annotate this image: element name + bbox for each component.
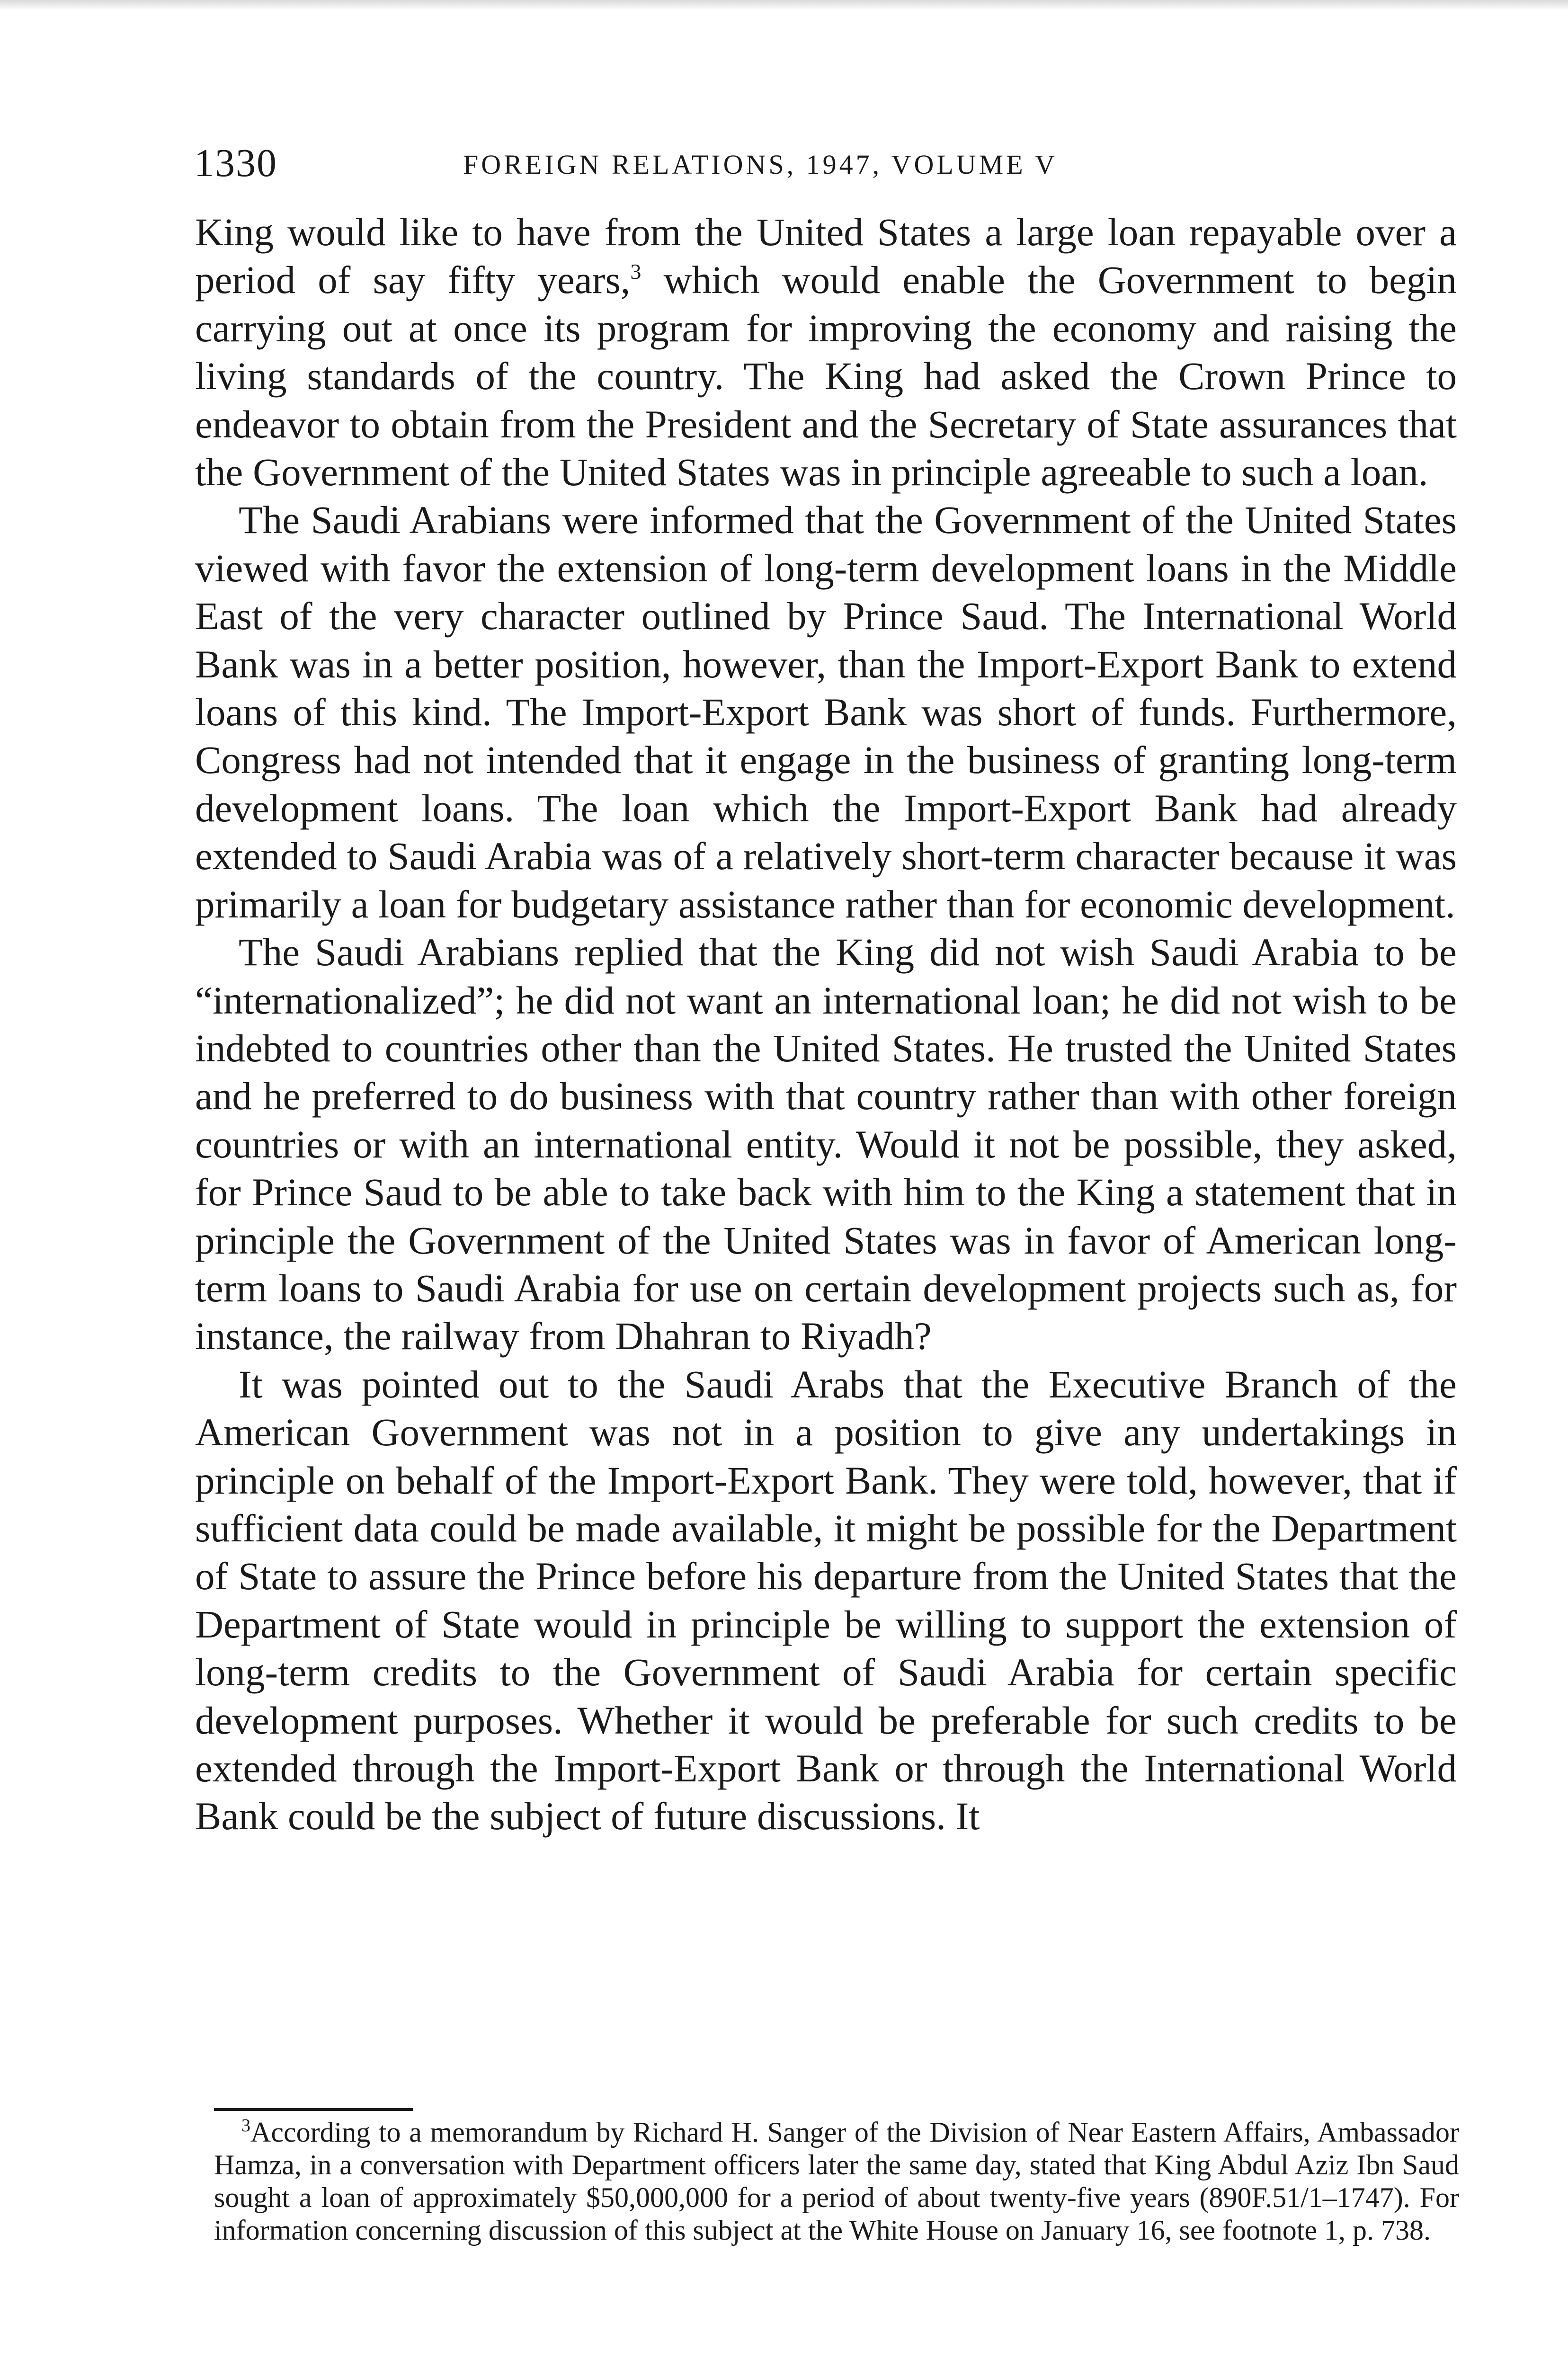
paragraph-3: The Saudi Arabians replied that the King did not wish Saudi Arabia to be “internationalized”; he did not want an international loan; he did not wish to be indebted to countries other than the United States. He trusted the United States and he preferred to do business with that country rather than with other foreign countries or with an international entity. Would it not be possible, they asked, for Prince Saud to be able to take back with him to the King a statement that in principle the Government of the United States was in favor of American long-term loans to Saudi Arabia for use on certain development projects such as, for instance, the railway from Dhahran to Riyadh?: [195, 930, 1457, 1358]
running-head: FOREIGN RELATIONS, 1947, VOLUME V: [463, 149, 1058, 180]
paragraph-4: It was pointed out to the Saudi Arabs that the Executive Branch of the American Government was not in a position to give any undertakings in principle on behalf of the Import-Export Bank. They were told, however, that if sufficient data could be made available, it might be possible for the Department of State to assure the Prince before his departure from the United States that the Department of State would in principle be willing to support the extension of long-term credits to the Government of Saudi Arabia for certain specific development purposes. Whether it would be preferable for such credits to be extended through the Import-Export Bank or through the International World Bank could be the subject of future discussions. It: [195, 1362, 1457, 1838]
paragraph-1-continuation: which would enable the Government to begin carrying out at once its program for improving the economy and raising the living standards of the country. The King had asked the Crown Prince to endeavor to obtain from the President and the Secretary of State assurances that the Government of the United States was in principle agreeable to such a loan.: [195, 258, 1457, 494]
body-text: [195, 208, 1457, 1841]
footnote-divider: [214, 2108, 413, 2111]
page-header: [194, 137, 1472, 189]
footnote-reference: 3: [630, 259, 641, 284]
footnote-text: According to a memorandum by Richard H. Sanger of the Division of Near Eastern Affairs, Ambassador Hamza, in a conversation with Department officers later the same day, stated that King Abdul Aziz Ibn Saud sought a loan of approximately $50,000,000 for a period of about twenty-five years (890F.51/1–1747). For information concerning discussion of this subject at the White House on January 16, see footnote 1, p. 738.: [214, 2117, 1459, 2246]
footnote-marker: 3: [241, 2116, 250, 2136]
paragraph-1: [195, 208, 1457, 496]
footnote: [214, 2116, 1459, 2247]
page-top-edge: [0, 0, 1568, 10]
paragraph-1-text: King would like to have from the United States a large loan repayable over a period of say fifty years,: [195, 210, 1457, 302]
footnote-paragraph: [214, 2116, 1459, 2247]
paragraph-2: The Saudi Arabians were informed that the Government of the United States viewed with favor the extension of long-term development loans in the Middle East of the very character outlined by Prince Saud. The International World Bank was in a better position, however, than the Import-Export Bank to extend loans of this kind. The Import-Export Bank was short of funds. Furthermore, Congress had not intended that it engage in the business of granting long-term development loans. The loan which the Import-Export Bank had already extended to Saudi Arabia was of a relatively short-term character because it was primarily a loan for budgetary assistance rather than for economic development.: [195, 498, 1457, 926]
page-number: 1330: [194, 141, 277, 185]
